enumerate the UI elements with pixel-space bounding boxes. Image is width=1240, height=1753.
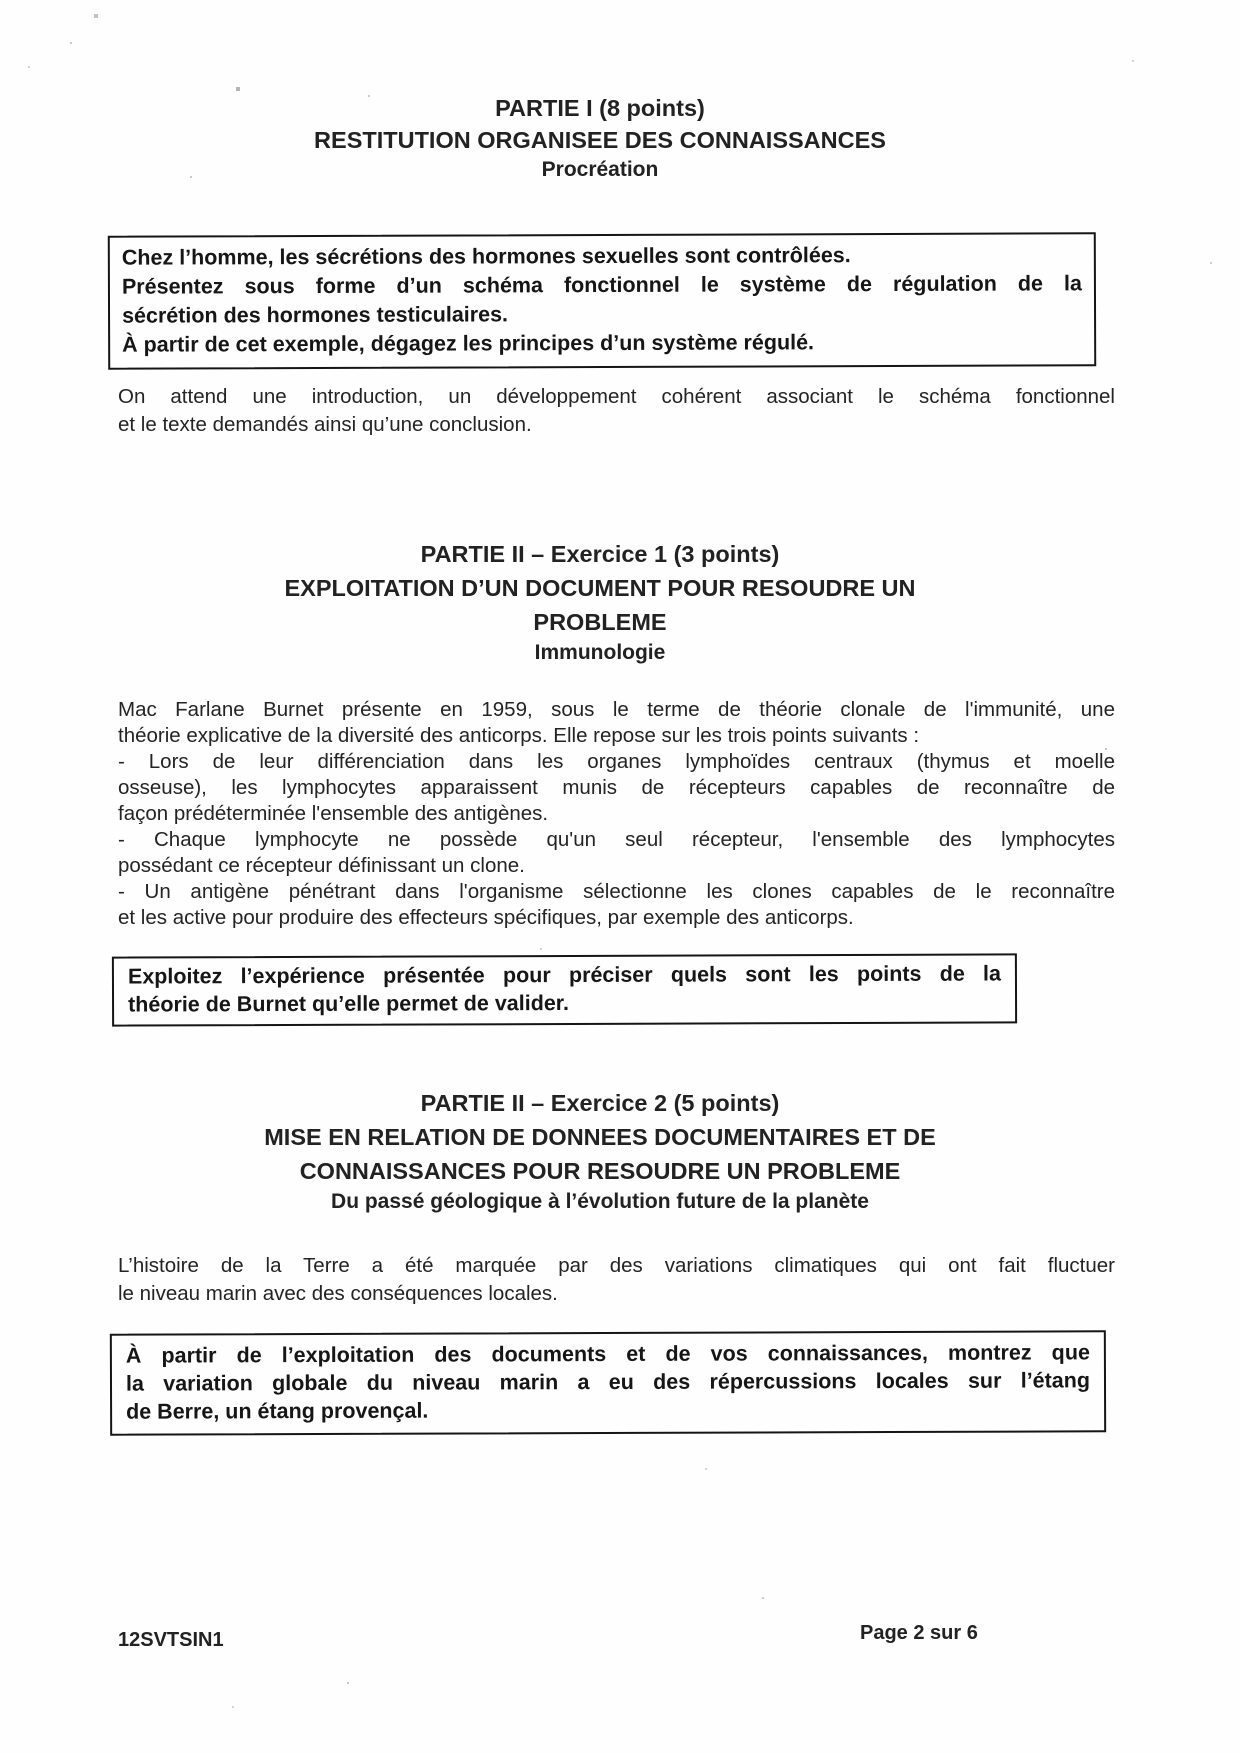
part1-box-paragraph bbox=[122, 240, 1082, 272]
exercise2-question-box bbox=[110, 1330, 1106, 1435]
text-line: EXPLOITATION D’UN DOCUMENT POUR RESOUDRE UN bbox=[284, 575, 916, 601]
text-line: - Chaque lymphocyte ne possède qu'un seul récepteur, l'ensemble des lymphocytes bbox=[118, 828, 1115, 851]
intro-paragraph bbox=[118, 1252, 1115, 1308]
part1-box-paragraph bbox=[122, 269, 1082, 330]
exercise1-question-box bbox=[112, 953, 1017, 1026]
text-line: On attend une introduction, un développement cohérent associant le schéma fonctionnel bbox=[118, 385, 1115, 408]
footer-page-number: Page 2 sur 6 bbox=[860, 1622, 978, 1644]
exercise2-intro-text bbox=[118, 1252, 1115, 1308]
text-line: PARTIE II – Exercice 1 (3 points) bbox=[420, 541, 780, 567]
exercise2-title bbox=[95, 1086, 1105, 1188]
intro-paragraph bbox=[118, 827, 1115, 879]
text-line: L’histoire de la Terre a été marquée par des variations climatiques qui ont fait fluctuer bbox=[118, 1254, 1115, 1277]
text-line: À partir de cet exemple, dégagez les principes d’un système régulé. bbox=[122, 330, 815, 357]
text-line: Chez l’homme, les sécrétions des hormones sexuelles sont contrôlées. bbox=[121, 243, 851, 270]
text-line: Mac Farlane Burnet présente en 1959, sous le terme de théorie clonale de l'immunité, une bbox=[118, 698, 1115, 721]
text-line: - Lors de leur différenciation dans les organes lymphoïdes centraux (thymus et moelle bbox=[118, 750, 1115, 773]
text-line: Présentez sous forme d’un schéma fonctionnel le système de régulation de la bbox=[121, 271, 1082, 299]
text-line: À partir de l’exploitation des documents et de vos connaissances, montrez que bbox=[125, 1340, 1090, 1368]
intro-paragraph bbox=[118, 749, 1115, 827]
part1-heading bbox=[95, 92, 1105, 184]
text-line: PROBLEME bbox=[533, 609, 667, 635]
exercise1-box-paragraph bbox=[128, 959, 1001, 1018]
text-line: CONNAISSANCES POUR RESOUDRE UN PROBLEME bbox=[299, 1158, 901, 1184]
part1-title bbox=[95, 92, 1105, 156]
exercise1-title bbox=[95, 537, 1105, 639]
text-line: la variation globale du niveau marin a eu des répercussions locales sur l’étang bbox=[125, 1368, 1091, 1396]
text-line: théorie explicative de la diversité des anticorps. Elle repose sur les trois points suivants : bbox=[118, 724, 920, 747]
text-line: façon prédéterminée l'ensemble des antigènes. bbox=[118, 802, 549, 825]
text-line: de Berre, un étang provençal. bbox=[126, 1398, 429, 1424]
text-line: RESTITUTION ORGANISEE DES CONNAISSANCES bbox=[314, 127, 886, 153]
part1-box-paragraph bbox=[122, 327, 1082, 359]
exercise2-subtitle: Du passé géologique à l’évolution future de la planète bbox=[331, 1190, 869, 1213]
text-line: PARTIE II – Exercice 2 (5 points) bbox=[420, 1090, 780, 1116]
text-line: PARTIE I (8 points) bbox=[495, 95, 705, 121]
text-line: Exploitez l’expérience présentée pour préciser quels sont les points de la bbox=[127, 961, 1001, 989]
text-line: et les active pour produire des effecteurs spécifiques, par exemple des anticorps. bbox=[118, 906, 854, 929]
exercise2-heading bbox=[95, 1086, 1105, 1216]
footer-document-reference: 12SVTSIN1 bbox=[118, 1629, 224, 1651]
intro-paragraph bbox=[118, 697, 1115, 749]
exercise1-heading bbox=[95, 537, 1105, 667]
exercise2-box-paragraph bbox=[126, 1338, 1090, 1425]
note-paragraph bbox=[118, 383, 1115, 439]
part1-subtitle: Procréation bbox=[541, 158, 659, 181]
text-line: MISE EN RELATION DE DONNEES DOCUMENTAIRES ET DE bbox=[264, 1124, 936, 1150]
text-line: le niveau marin avec des conséquences locales. bbox=[118, 1282, 558, 1305]
text-line: théorie de Burnet qu’elle permet de valider. bbox=[128, 990, 569, 1017]
text-line: osseuse), les lymphocytes apparaissent munis de récepteurs capables de reconnaître de bbox=[118, 776, 1115, 799]
exercise1-subtitle: Immunologie bbox=[534, 641, 666, 664]
text-line: - Un antigène pénétrant dans l'organisme sélectionne les clones capables de le reconnaître bbox=[118, 880, 1115, 903]
exercise1-intro-text bbox=[118, 697, 1115, 931]
text-line: possédant ce récepteur définissant un clone. bbox=[118, 854, 525, 877]
part1-question-box bbox=[108, 232, 1096, 369]
intro-paragraph bbox=[118, 879, 1115, 931]
part1-expectation-note bbox=[118, 383, 1115, 439]
scan-noise-specks bbox=[0, 0, 2, 2]
text-line: et le texte demandés ainsi qu’une conclusion. bbox=[118, 413, 532, 436]
text-line: sécrétion des hormones testiculaires. bbox=[122, 302, 509, 328]
